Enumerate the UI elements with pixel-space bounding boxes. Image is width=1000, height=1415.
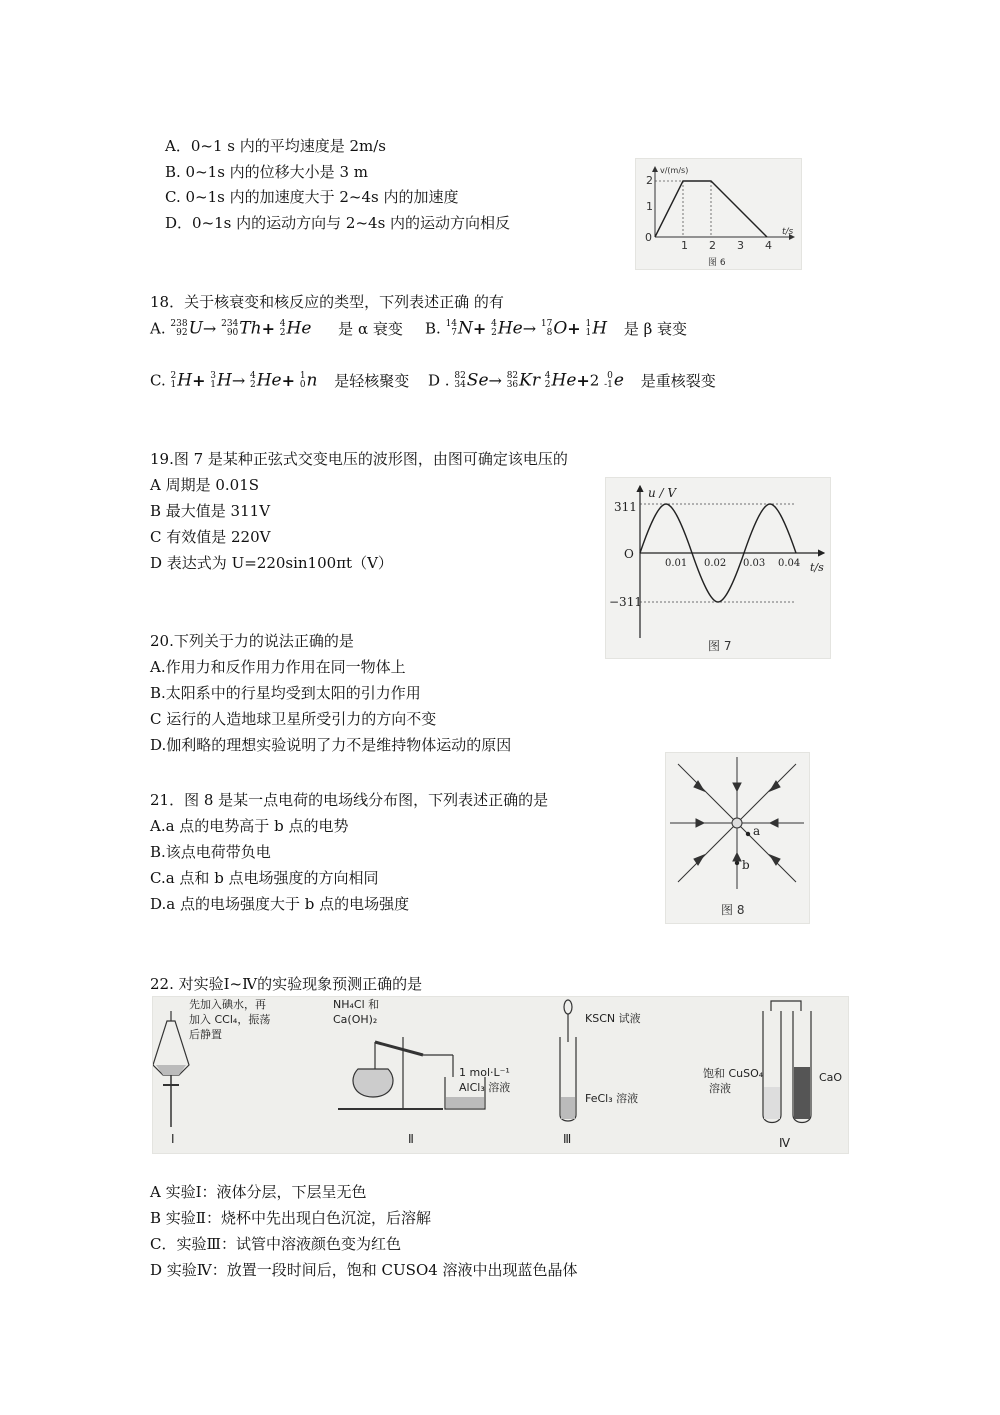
fig7-y-min: −311 bbox=[609, 595, 642, 609]
q18-option-d: D . 82 34 Se→ 82 36 Kr 4 2 He+2 0 -1 e 是重核裂变 bbox=[428, 370, 716, 391]
q21-stem: 21．图 8 是某一点电荷的电场线分布图，下列表述正确的是 bbox=[150, 791, 549, 809]
fig7-xtick-4: 0.04 bbox=[778, 558, 801, 569]
q17-option-b: B. 0~1s 内的位移大小是 3 m bbox=[165, 163, 368, 181]
q20-option-c: C 运行的人造地球卫星所受引力的方向不变 bbox=[150, 710, 437, 728]
q20-option-b: B.太阳系中的行星均受到太阳的引力作用 bbox=[150, 684, 421, 702]
fig7-xtick-1: 0.01 bbox=[665, 558, 688, 569]
q19-option-a: A 周期是 0.01S bbox=[150, 476, 260, 494]
figure-8-field-lines bbox=[665, 752, 810, 924]
q21-option-c: C.a 点和 b 点电场强度的方向相同 bbox=[150, 869, 379, 887]
exp3-solution: FeCl₃ 溶液 bbox=[585, 1092, 639, 1105]
q18-c-label: C. bbox=[150, 371, 166, 390]
fig6-xtick-1: 1 bbox=[681, 239, 688, 252]
exp4-right: CaO bbox=[819, 1071, 843, 1084]
q18-a-desc: 是 α 衰变 bbox=[338, 320, 403, 338]
q18-option-b: B. 14 7 N+ 4 2 He→ 17 8 O+ 1 1 H 是 β 衰变 bbox=[425, 318, 688, 339]
q22-option-d: D 实验Ⅳ：放置一段时间后，饱和 CUSO4 溶液中出现蓝色晶体 bbox=[150, 1261, 578, 1279]
q18-c-desc: 是轻核聚变 bbox=[334, 372, 410, 390]
exp1-note-line2: 加入 CCl₄，振荡 bbox=[189, 1013, 271, 1026]
q20-stem: 20.下列关于力的说法正确的是 bbox=[150, 632, 354, 650]
exp-label-2: Ⅱ bbox=[408, 1132, 414, 1146]
fig7-xtick-2: 0.02 bbox=[704, 558, 727, 569]
q20-option-d: D.伽利略的理想实验说明了力不是维持物体运动的原因 bbox=[150, 736, 512, 754]
exp2-solution-line1: 1 mol·L⁻¹ bbox=[459, 1066, 510, 1079]
fig6-xtick-3: 3 bbox=[737, 239, 744, 252]
q22-option-c: C．实验Ⅲ：试管中溶液颜色变为红色 bbox=[150, 1235, 401, 1253]
q18-b-desc: 是 β 衰变 bbox=[623, 320, 688, 338]
exp-label-3: Ⅲ bbox=[563, 1132, 572, 1146]
fig6-ytick-1: 1 bbox=[646, 200, 653, 213]
q18-d-label: D . bbox=[428, 371, 450, 390]
fig8-caption: 图 8 bbox=[721, 903, 745, 917]
figure-7-sine-wave bbox=[605, 477, 831, 659]
q22-stem: 22. 对实验Ⅰ~Ⅳ的实验现象预测正确的是 bbox=[150, 975, 423, 993]
fig6-y-label: v/(m/s) bbox=[660, 166, 689, 175]
fig8-point-a: a bbox=[753, 824, 761, 838]
q22-option-b: B 实验Ⅱ：烧杯中先出现白色沉淀，后溶解 bbox=[150, 1209, 431, 1227]
exp4-test-tubes bbox=[763, 1001, 811, 1123]
exp1-note-line1: 先加入碘水，再 bbox=[189, 998, 266, 1011]
exp2-reagent-line1: NH₄Cl 和 bbox=[333, 998, 380, 1011]
fig6-caption: 图 6 bbox=[708, 258, 726, 268]
exp1-separatory-funnel bbox=[153, 1011, 189, 1127]
q21-option-d: D.a 点的电场强度大于 b 点的电场强度 bbox=[150, 895, 410, 913]
q18-option-a: A. 238 92 U→ 234 90 Th+ 4 2 He 是 α 衰变 bbox=[150, 318, 403, 339]
exp2-reagent-line2: Ca(OH)₂ bbox=[333, 1013, 378, 1026]
exp4-left-line1: 饱和 CuSO₄ bbox=[703, 1067, 764, 1080]
fig6-x-label: t/s bbox=[782, 227, 794, 237]
q18-b-label: B. bbox=[425, 319, 441, 338]
fig7-xtick-3: 0.03 bbox=[743, 558, 766, 569]
q21-option-b: B.该点电荷带负电 bbox=[150, 843, 271, 861]
fig6-origin: 0 bbox=[645, 231, 652, 244]
figure-6-vt-graph bbox=[635, 158, 802, 270]
q18-d-desc: 是重核裂变 bbox=[640, 372, 716, 390]
fig7-y-label: u / V bbox=[648, 486, 677, 500]
fig7-y-max: 311 bbox=[614, 500, 637, 514]
exp3-test-tube bbox=[560, 1000, 576, 1121]
exp1-note-line3: 后静置 bbox=[189, 1028, 222, 1041]
exp4-left-line2: 溶液 bbox=[709, 1082, 731, 1095]
exp2-solution-line2: AlCl₃ 溶液 bbox=[459, 1081, 511, 1094]
q17-option-d: D．0~1s 内的运动方向与 2~4s 内的运动方向相反 bbox=[165, 214, 511, 232]
exp3-reagent: KSCN 试液 bbox=[585, 1012, 641, 1025]
fig8-point-b: b bbox=[742, 858, 750, 872]
q17-option-c: C. 0~1s 内的加速度大于 2~4s 内的加速度 bbox=[165, 188, 459, 206]
q17-option-a: A．0~1 s 内的平均速度是 2m/s bbox=[165, 137, 387, 155]
fig7-origin: O bbox=[624, 547, 634, 561]
q19-option-c: C 有效值是 220V bbox=[150, 528, 271, 546]
q20-option-a: A.作用力和反作用力作用在同一物体上 bbox=[150, 658, 406, 676]
q22-option-a: A 实验Ⅰ：液体分层，下层呈无色 bbox=[150, 1183, 367, 1201]
figure-experiments bbox=[152, 996, 849, 1154]
exp-label-4: Ⅳ bbox=[779, 1136, 791, 1150]
exp-label-1: Ⅰ bbox=[171, 1132, 175, 1146]
fig7-x-label: t/s bbox=[810, 561, 824, 574]
q18-a-label: A. bbox=[150, 319, 166, 338]
q21-option-a: A.a 点的电势高于 b 点的电势 bbox=[150, 817, 349, 835]
q18-stem: 18．关于核衰变和核反应的类型，下列表述正确 的有 bbox=[150, 293, 504, 311]
fig6-xtick-2: 2 bbox=[709, 239, 716, 252]
q19-option-d: D 表达式为 U=220sin100πt（V） bbox=[150, 554, 393, 572]
fig6-xtick-4: 4 bbox=[765, 239, 772, 252]
q19-stem: 19.图 7 是某种正弦式交变电压的波形图，由图可确定该电压的 bbox=[150, 450, 568, 468]
fig6-ytick-2: 2 bbox=[646, 174, 653, 187]
fig7-caption: 图 7 bbox=[708, 639, 732, 653]
fig8-point-charge bbox=[732, 818, 742, 828]
q19-option-b: B 最大值是 311V bbox=[150, 502, 271, 520]
q18-option-c: C. 2 1 H+ 3 1 H→ 4 2 He+ 1 0 n 是轻核聚变 bbox=[150, 370, 410, 391]
